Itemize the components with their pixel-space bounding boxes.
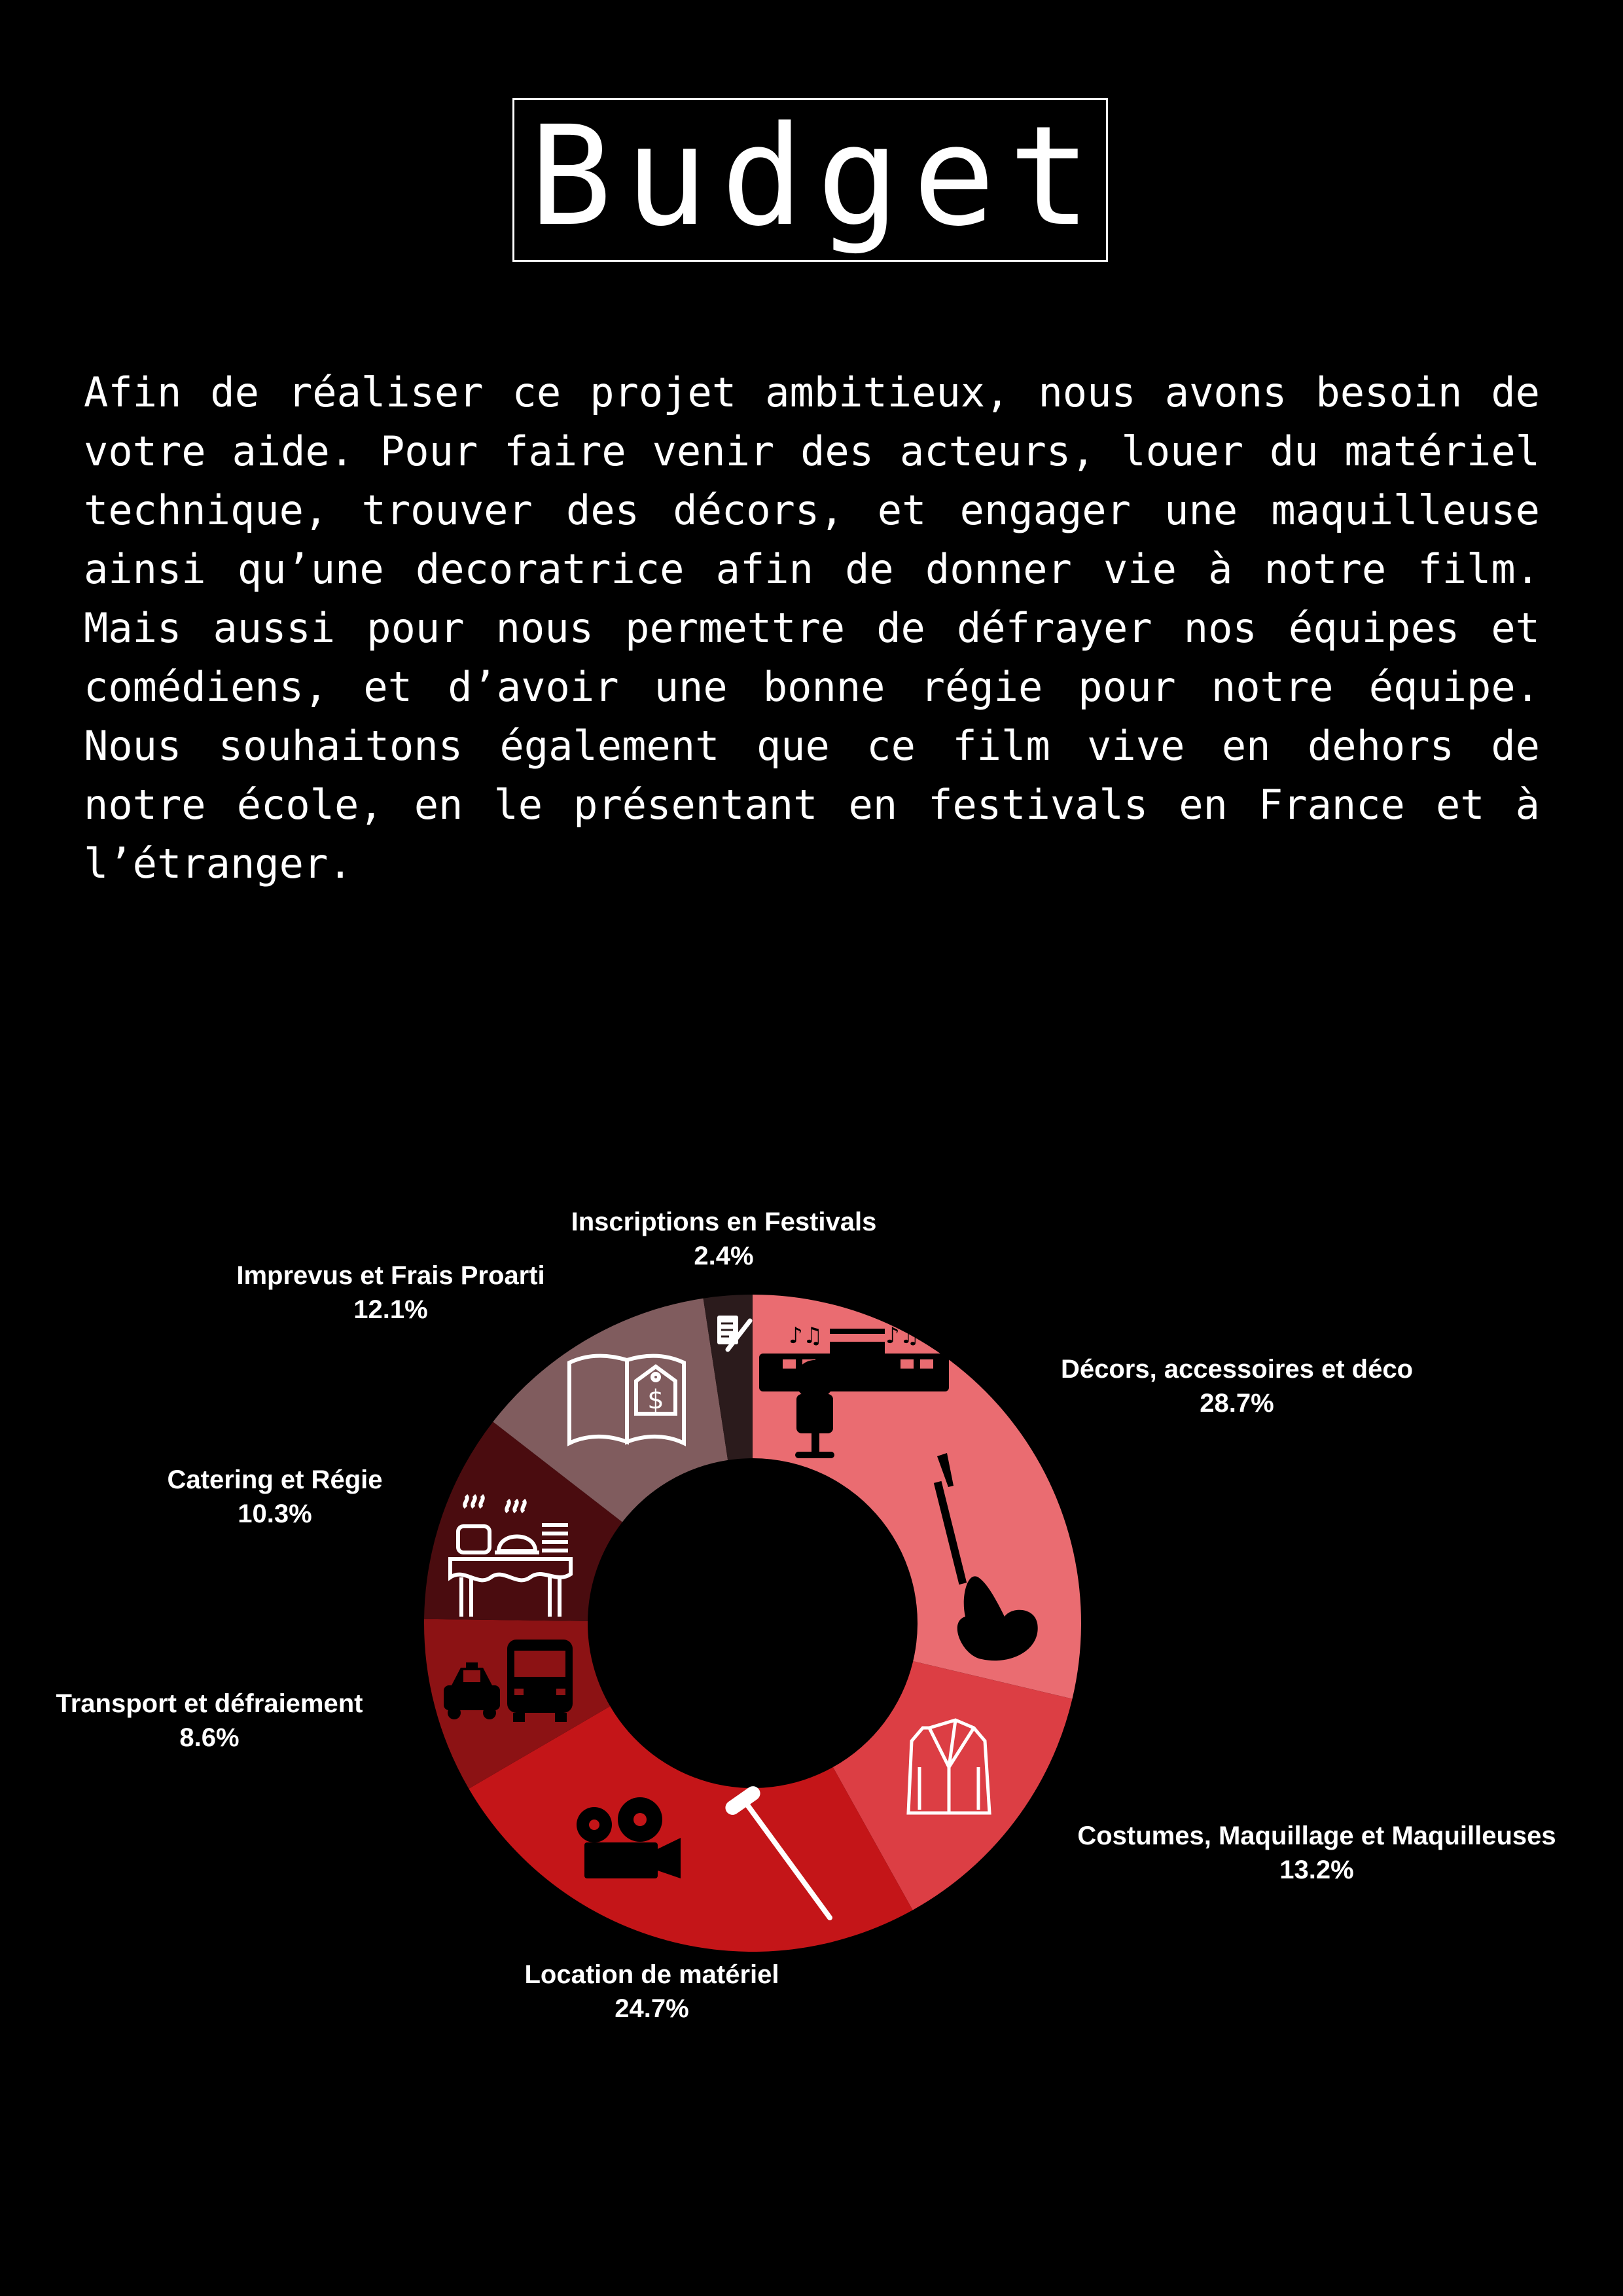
label-imprevus-value: 12.1%: [353, 1295, 428, 1324]
intro-paragraph: Afin de réaliser ce projet ambitieux, nous avons besoin de votre aide. Pour faire venir des acteurs, louer du matériel technique, trouver des décors, et engager une maquilleuse ainsi qu’une decoratrice afin de donner vie à notre film. Mais aussi pour nous permettre de défrayer nos équipes et comédiens, et d’avoir une bonne régie pour notre équipe. Nous souhaitons également que ce film vive en dehors de notre école, en le présentant en festivals en France et à l’étranger.: [84, 368, 1540, 888]
label-location-name: Location de matériel: [524, 1960, 779, 1989]
label-transport-value: 8.6%: [179, 1723, 240, 1752]
svg-text:♪♫: ♪♫: [885, 1323, 920, 1349]
label-catering-name: Catering et Régie: [167, 1465, 383, 1494]
label-location: [525, 1960, 779, 2023]
svg-text:$: $: [647, 1385, 664, 1415]
label-costumes-name: Costumes, Maquillage et Maquilleuses: [1077, 1821, 1556, 1850]
label-inscriptions-value: 2.4%: [694, 1242, 754, 1270]
label-catering: [168, 1465, 383, 1528]
label-inscriptions: [571, 1208, 877, 1270]
label-imprevus: [236, 1261, 544, 1324]
svg-text:♪♫: ♪♫: [789, 1323, 823, 1349]
label-decors-value: 28.7%: [1200, 1389, 1274, 1418]
label-costumes: [1077, 1821, 1556, 1884]
label-inscriptions-name: Inscriptions en Festivals: [571, 1208, 877, 1236]
label-transport: [56, 1689, 363, 1752]
label-transport-name: Transport et défraiement: [56, 1689, 363, 1718]
label-decors: [1061, 1355, 1413, 1418]
label-decors-name: Décors, accessoires et déco: [1060, 1355, 1414, 1384]
label-imprevus-name: Imprevus et Frais Proarti: [236, 1261, 545, 1290]
label-costumes-value: 13.2%: [1279, 1856, 1354, 1884]
page-title: Budget: [529, 96, 1105, 257]
label-catering-value: 10.3%: [238, 1499, 312, 1528]
label-location-value: 24.7%: [615, 1994, 689, 2023]
